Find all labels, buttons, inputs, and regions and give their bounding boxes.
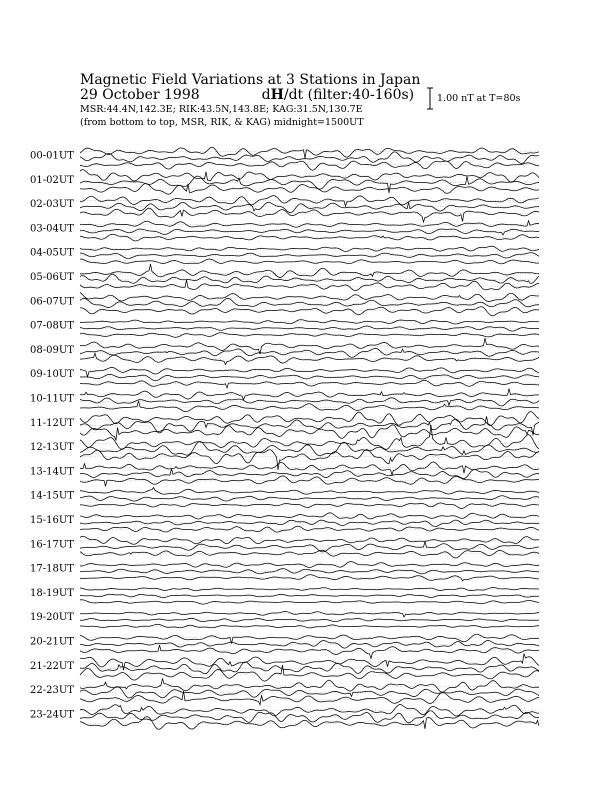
- trace-rik-12-13UT: [80, 441, 539, 455]
- hour-label: 20-21UT: [30, 636, 74, 648]
- trace-kag-07-08UT: [80, 320, 539, 324]
- trace-rik-09-10UT: [80, 374, 539, 380]
- trace-kag-19-20UT: [80, 612, 539, 617]
- trace-msr-18-19UT: [80, 600, 539, 604]
- trace-kag-15-16UT: [80, 513, 539, 519]
- trace-rik-01-02UT: [80, 176, 539, 193]
- trace-kag-03-04UT: [80, 221, 539, 228]
- trace-msr-20-21UT: [80, 645, 539, 659]
- chart-date: 29 October 1998: [80, 87, 200, 103]
- hour-label: 03-04UT: [30, 223, 74, 235]
- hour-label: 02-03UT: [30, 199, 74, 211]
- quantity-prefix: d: [261, 87, 271, 103]
- trace-kag-10-11UT: [80, 389, 539, 400]
- trace-kag-05-06UT: [80, 264, 539, 278]
- trace-kag-06-07UT: [80, 292, 539, 301]
- station-order-note: (from bottom to top, MSR, RIK, & KAG) midnight=1500UT: [80, 117, 364, 128]
- hour-label: 10-11UT: [30, 393, 74, 405]
- trace-msr-06-07UT: [80, 307, 539, 316]
- trace-rik-05-06UT: [80, 274, 539, 283]
- trace-rik-06-07UT: [80, 298, 539, 307]
- hour-label: 18-19UT: [30, 587, 74, 599]
- scale-label: 1.00 nT at T=80s: [437, 93, 521, 104]
- hour-label: 22-23UT: [30, 685, 74, 697]
- trace-rik-07-08UT: [80, 326, 539, 331]
- hour-label: 00-01UT: [30, 150, 74, 162]
- trace-kag-11-12UT: [80, 412, 539, 426]
- chart-title: Magnetic Field Variations at 3 Stations in Japan: [80, 72, 421, 88]
- station-coordinates: MSR:44.4N,142.3E; RIK:43.5N,143.8E; KAG:31.5N,130.7E: [80, 104, 363, 115]
- hour-label: 21-22UT: [30, 660, 74, 672]
- hour-label: 15-16UT: [30, 515, 74, 526]
- trace-msr-05-06UT: [80, 280, 539, 291]
- trace-rik-03-04UT: [80, 229, 539, 235]
- hour-label: 07-08UT: [30, 320, 74, 332]
- trace-kag-00-01UT: [80, 147, 539, 158]
- trace-rik-15-16UT: [80, 520, 539, 526]
- trace-msr-04-05UT: [80, 259, 539, 264]
- trace-msr-16-17UT: [80, 550, 539, 558]
- trace-rows: [30, 147, 540, 729]
- hour-label: 14-15UT: [30, 490, 74, 502]
- hour-label: 16-17UT: [30, 539, 74, 551]
- hour-label: 04-05UT: [30, 247, 74, 259]
- trace-rik-14-15UT: [80, 496, 539, 501]
- trace-msr-02-03UT: [80, 208, 539, 222]
- trace-rik-21-22UT: [80, 662, 539, 674]
- trace-kag-01-02UT: [80, 170, 539, 183]
- trace-rik-10-11UT: [80, 398, 539, 406]
- trace-msr-00-01UT: [80, 161, 539, 170]
- trace-rik-08-09UT: [80, 348, 539, 357]
- trace-msr-13-14UT: [80, 476, 539, 486]
- quantity-bold: H: [270, 87, 284, 103]
- hour-label: 01-02UT: [30, 174, 74, 186]
- trace-rik-00-01UT: [80, 152, 539, 164]
- hour-label: 17-18UT: [30, 563, 74, 575]
- trace-kag-16-17UT: [80, 536, 539, 544]
- hour-label: 23-24UT: [30, 709, 74, 721]
- hour-label: 06-07UT: [30, 296, 74, 308]
- trace-kag-20-21UT: [80, 634, 539, 643]
- trace-rik-23-24UT: [80, 711, 539, 723]
- trace-msr-09-10UT: [80, 380, 539, 388]
- trace-kag-08-09UT: [80, 338, 539, 354]
- trace-kag-23-24UT: [80, 705, 539, 717]
- trace-msr-14-15UT: [80, 503, 539, 508]
- hour-label: 19-20UT: [30, 612, 74, 624]
- trace-msr-19-20UT: [80, 624, 539, 628]
- trace-rik-16-17UT: [80, 542, 539, 552]
- trace-kag-14-15UT: [80, 488, 539, 495]
- hour-label: 12-13UT: [30, 442, 74, 454]
- quantity-suffix: /dt (filter:40-160s): [283, 87, 415, 103]
- trace-msr-03-04UT: [80, 234, 539, 241]
- trace-rik-18-19UT: [80, 594, 539, 597]
- hour-label: 09-10UT: [30, 369, 74, 381]
- hour-label: 05-06UT: [30, 272, 74, 283]
- trace-msr-08-09UT: [80, 353, 539, 364]
- trace-kag-22-23UT: [80, 678, 539, 692]
- trace-kag-17-18UT: [80, 562, 539, 568]
- hour-label: 08-09UT: [30, 344, 74, 356]
- hour-label: 13-14UT: [30, 466, 74, 478]
- scale-bar: [427, 88, 433, 109]
- hour-label: 11-12UT: [30, 417, 74, 429]
